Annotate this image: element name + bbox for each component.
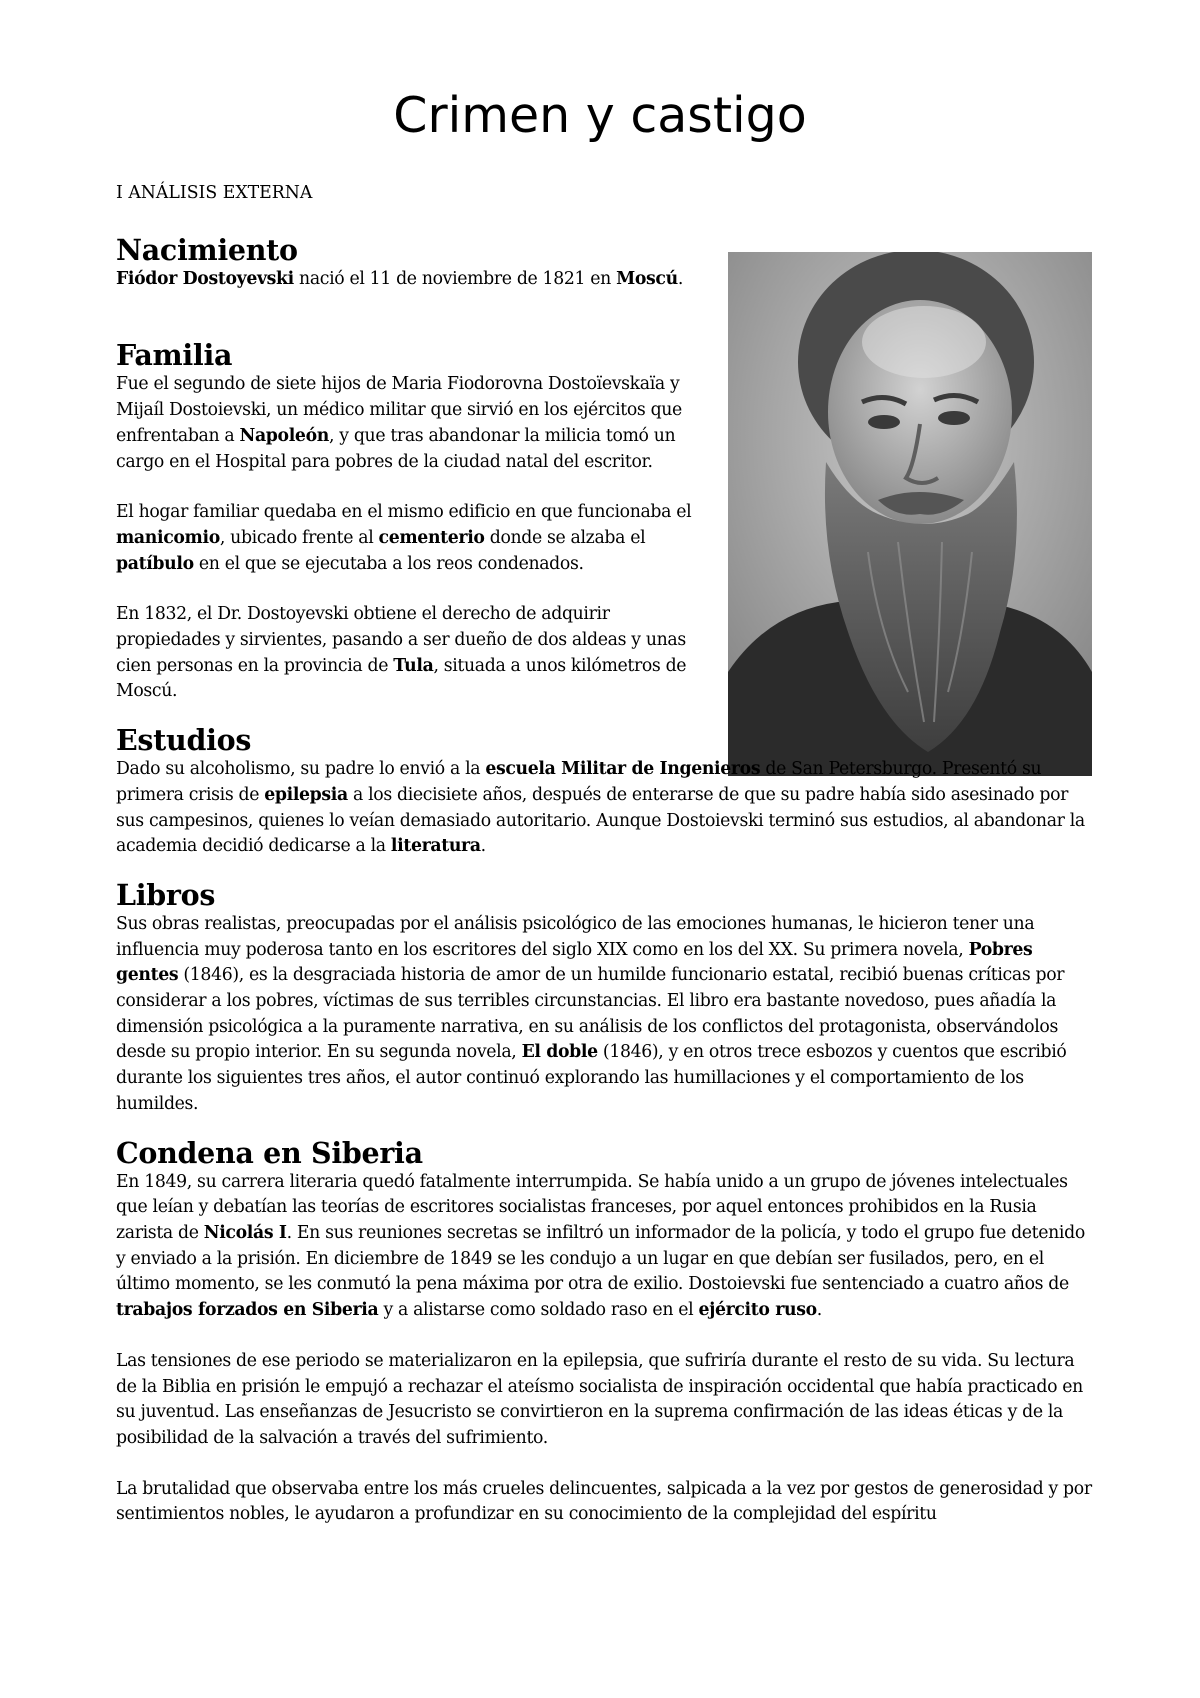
paragraph-familia-2: El hogar familiar quedaba en el mismo edificio en que funcionaba el manicomio, ubicado frente al cementerio donde se alzaba el patíbulo en el que se ejecutaba a los reos condenados.	[116, 502, 692, 574]
heading-condena: Condena en Siberia	[116, 1135, 423, 1170]
heading-nacimiento: Nacimiento	[116, 232, 298, 267]
paragraph-familia-3: En 1832, el Dr. Dostoyevski obtiene el derecho de adquirir propiedades y sirvientes, pasando a ser dueño de dos aldeas y unas cien personas en la provincia de Tula, situada a unos kilómetros de Moscú.	[116, 604, 687, 702]
document-title: Crimen y castigo	[393, 87, 807, 144]
heading-libros: Libros	[116, 877, 216, 912]
paragraph-condena-1: En 1849, su carrera literaria quedó fatalmente interrumpida. Se había unido a un grupo de jóvenes intelectuales que leían y debatían las teorías de escritores socialistas franceses, por aquel entonces prohibidos en la Rusia zarista de Nicolás I. En sus reuniones secretas se infiltró un informador de la policía, y todo el grupo fue detenido y enviado a la prisión. En diciembre de 1849 se les condujo a un lugar en que debían ser fusilados, pero, en el último momento, se les conmutó la pena máxima por otra de exilio. Dostoievski fue sentenciado a cuatro años de trabajos forzados en Siberia y a alistarse como soldado raso en el ejército ruso.	[116, 1171, 1085, 1321]
paragraph-nacimiento: Fiódor Dostoyevski nació el 11 de noviembre de 1821 en Moscú.	[116, 268, 683, 289]
paragraph-condena-3: La brutalidad que observaba entre los más crueles delincuentes, salpicada a la vez por gestos de generosidad y por sentimientos nobles, le ayudaron a profundizar en su conocimiento de la complejidad del espíritu	[116, 1478, 1092, 1525]
document-body	[116, 181, 1092, 1553]
document-subtitle: I ANÁLISIS EXTERNA	[116, 183, 313, 203]
paragraph-libros: Sus obras realistas, preocupadas por el análisis psicológico de las emociones humanas, le hicieron tener una influencia muy poderosa tanto en los escritores del siglo XIX como en los del XX. Su primera novela, Pobres gentes (1846), es la desgraciada historia de amor de un humilde funcionario estatal, recibió buenas críticas por considerar a los pobres, víctimas de sus terribles circunstancias. El libro era bastante novedoso, pues añadía la dimensión psicológica a la puramente narrativa, en su análisis de los conflictos del protagonista, observándolos desde su propio interior. En su segunda novela, El doble (1846), y en otros trece esbozos y cuentos que escribió durante los siguientes tres años, el autor continuó explorando las humillaciones y el comportamiento de los humildes.	[116, 913, 1067, 1114]
heading-estudios: Estudios	[116, 723, 252, 758]
paragraph-familia-1: Fue el segundo de siete hijos de Maria Fiodorovna Dostoïevskaïa y Mijaíl Dostoievski, un médico militar que sirvió en los ejércitos que enfrentaban a Napoleón, y que tras abandonar la milicia tomó un cargo en el Hospital para pobres de la ciudad natal del escritor.	[116, 374, 682, 472]
paragraph-condena-2: Las tensiones de ese periodo se materializaron en la epilepsia, que sufriría durante el resto de su vida. Su lectura de la Biblia en prisión le empujó a rechazar el ateísmo socialista de inspiración occidental que había practicado en su juventud. Las enseñanzas de Jesucristo se convirtieron en la suprema confirmación de las ideas éticas y de la posibilidad de la salvación a través del sufrimiento.	[116, 1350, 1083, 1448]
paragraph-estudios: Dado su alcoholismo, su padre lo envió a la escuela Militar de Ingenieros de San Petersburgo. Presentó su primera crisis de epilepsia a los diecisiete años, después de enterarse de que su padre había sido asesinado por sus campesinos, quienes lo veían demasiado autoritario. Aunque Dostoievski terminó sus estudios, al abandonar la academia decidió dedicarse a la literatura.	[116, 759, 1085, 857]
heading-familia: Familia	[116, 338, 233, 373]
